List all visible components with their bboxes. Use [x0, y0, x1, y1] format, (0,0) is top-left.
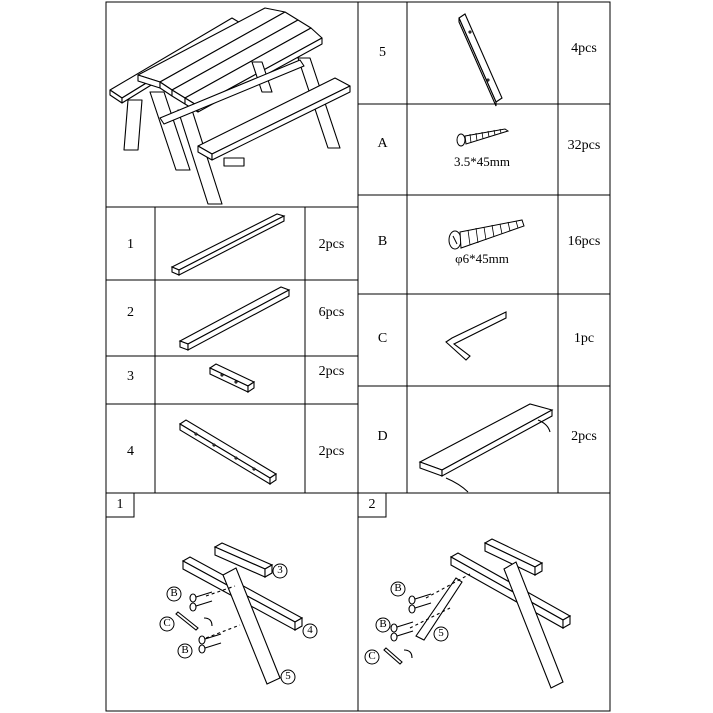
- screw-icon: [457, 129, 508, 146]
- step-2-assembly-drawing: [384, 539, 570, 688]
- part-d-board-drawing: [420, 404, 552, 492]
- part-1-qty: 2pcs: [318, 237, 345, 252]
- step-2-callout-5: 5: [438, 627, 444, 639]
- part-3-id: 3: [127, 369, 134, 384]
- part-c-qty: 1pc: [573, 331, 595, 346]
- part-2-id: 2: [127, 305, 134, 320]
- part-a-qty: 32pcs: [567, 138, 601, 153]
- part-1-board-drawing: [172, 214, 284, 275]
- step-1-callout-c: C: [163, 617, 171, 629]
- part-a-id: A: [377, 136, 388, 151]
- step-1-callout-5: 5: [285, 670, 291, 682]
- step-1-callout-b-bottom: B: [181, 644, 189, 656]
- part-b-qty: 16pcs: [567, 234, 601, 249]
- part-5-qty: 4pcs: [571, 41, 597, 56]
- part-2-board-drawing: [180, 287, 289, 350]
- step-2-callout-b-bottom: B: [379, 618, 387, 630]
- step-2-callout-c: C: [368, 650, 376, 662]
- part-b-caption: φ6*45mm: [455, 251, 509, 266]
- step-2-callout-b-top: B: [394, 582, 402, 594]
- part-3-qty: 2pcs: [318, 364, 345, 379]
- part-5-id: 5: [379, 45, 386, 60]
- step-1-number: 1: [116, 497, 124, 512]
- part-4-rail-drawing: [180, 420, 276, 484]
- picnic-table-illustration: [110, 8, 350, 204]
- step-2-number: 2: [368, 497, 376, 512]
- part-5-leg-drawing: [459, 14, 502, 106]
- part-a-caption: 3.5*45mm: [454, 154, 510, 169]
- step-1-callout-3: 3: [277, 564, 283, 576]
- part-b-id: B: [377, 234, 388, 249]
- step-1-callout-4: 4: [307, 624, 313, 636]
- part-4-qty: 2pcs: [318, 444, 345, 459]
- part-2-qty: 6pcs: [318, 305, 345, 320]
- step-1-callout-b-top: B: [170, 587, 178, 599]
- part-1-id: 1: [127, 237, 134, 252]
- part-c-id: C: [377, 331, 388, 346]
- part-d-id: D: [377, 429, 388, 444]
- bolt-icon: [449, 220, 524, 249]
- part-3-block-drawing: [210, 364, 254, 392]
- part-4-id: 4: [127, 444, 134, 459]
- hex-key-icon: [446, 312, 506, 360]
- part-d-qty: 2pcs: [571, 429, 597, 444]
